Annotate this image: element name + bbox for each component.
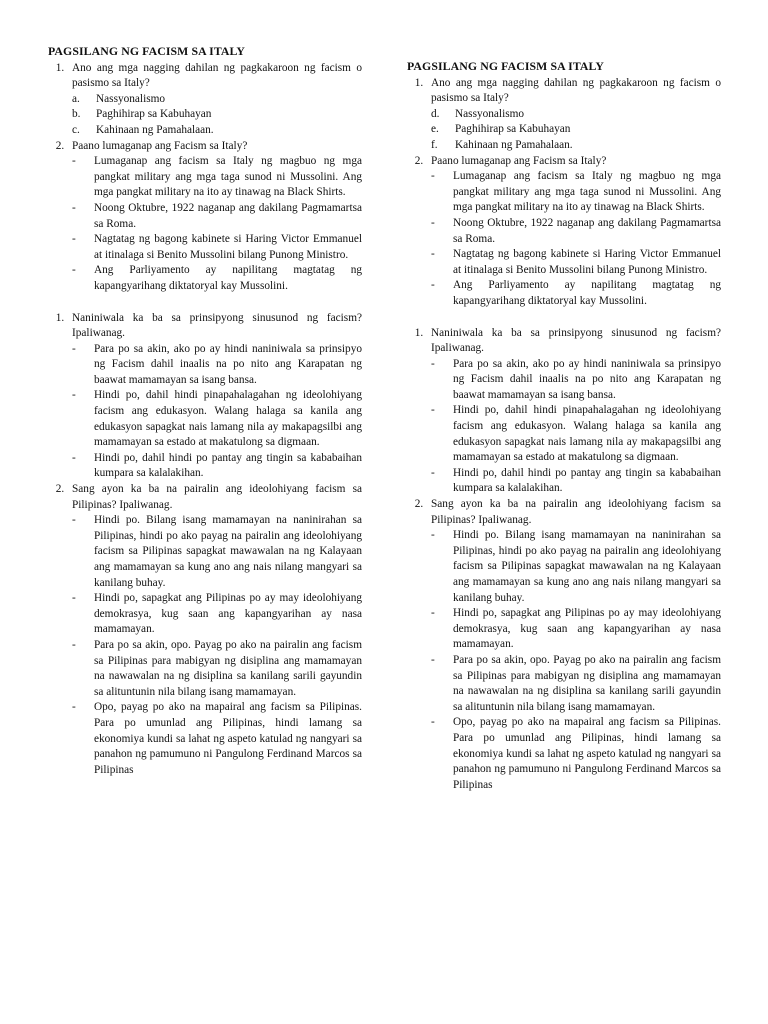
option-text: Paghihirap sa Kabuhayan — [455, 123, 571, 136]
bullet-dash: - — [72, 342, 76, 355]
bullet-text: Hindi po. Bilang isang mamamayan na naninirahan sa Pilipinas, hindi po ako payag na pairalin ang ideolohiyang facism sa Pilipinas sapagkat mawawalan na ng Kalayaan ang mamamayan sa kung ano ang nais nilang mangyari sa kanilang buhay. — [453, 529, 721, 604]
bullet-text: Hindi po, dahil hindi po pantay ang tingin sa kababaihan kumpara sa kalalakihan. — [453, 466, 721, 495]
option-letter: b. — [72, 108, 81, 121]
bullet-item — [407, 466, 721, 497]
option-text: Paghihirap sa Kabuhayan — [96, 108, 212, 121]
bullet-text: Para po sa akin, ako po ay hindi naniniwala sa prinsipyo ng Facism dahil inaalis na po nito ang Karapatan ng baawat mamamayan sa isang bansa. — [453, 357, 721, 401]
bullet-dash: - — [431, 716, 435, 729]
bullet-dash: - — [72, 233, 76, 246]
bullet-text: Hindi po, sapagkat ang Pilipinas po ay may ideolohiyang demokrasya, kug saan ang kapangyarihan ay nasa mamamayan. — [453, 607, 721, 651]
bullet-dash: - — [431, 607, 435, 620]
bullet-dash: - — [431, 170, 435, 183]
bullet-item — [48, 591, 362, 638]
option-letter: a. — [72, 92, 80, 105]
section-gap — [48, 295, 362, 311]
bullet-dash: - — [72, 701, 76, 714]
question-text: Paano lumaganap ang Facism sa Italy? — [72, 139, 248, 152]
bullet-text: Hindi po, dahil hindi pinapahalagahan ng ideolohiyang facism ang edukasyon. Walang halaga sa kanila ang edukasyon sapagkat nais lamang nila ay makapagsilbi ang mamamayan sa estado at makatulong sa digmaan. — [453, 404, 721, 464]
bullet-text: Hindi po, dahil hindi po pantay ang tingin sa kababaihan kumpara sa kalalakihan. — [94, 451, 362, 480]
question-number: 1. — [414, 326, 424, 339]
bullet-item — [407, 216, 721, 247]
answer-option — [407, 122, 721, 138]
option-letter: e. — [431, 123, 439, 136]
bullet-text: Lumaganap ang facism sa Italy ng magbuo ng mga pangkat military ang mga taga sunod ni Mussolini. Ang mga pangkat military na ito ay tinawag na Black Shirts. — [453, 170, 721, 214]
bullet-text: Para po sa akin, opo. Payag po ako na pairalin ang facism sa Pilipinas para mabigyan ng disiplina ang mamamayan na nawawalan na ng disiplina sa kanilang sarili gayundin sa alituntunin nila bilang isang mamamayan. — [453, 653, 721, 713]
bullet-text: Lumaganap ang facism sa Italy ng magbuo ng mga pangkat military ang mga taga sunod ni Mussolini. Ang mga pangkat military na ito ay tinawag na Black Shirts. — [94, 155, 362, 199]
bullet-item — [48, 201, 362, 232]
document-title: PAGSILANG NG FACISM SA ITALY — [407, 59, 605, 73]
bullet-text: Nagtatag ng bagong kabinete si Haring Victor Emmanuel at itinalaga si Benito Mussolini bilang Punong Ministro. — [94, 233, 362, 261]
section-gap — [407, 310, 721, 326]
question-text: Sang ayon ka ba na pairalin ang ideolohiyang facism sa Pilipinas? Ipaliwanag. — [431, 498, 721, 526]
bullet-text: Hindi po, dahil hindi pinapahalagahan ng ideolohiyang facism ang edukasyon. Walang halaga sa kanila ang edukasyon sapagkat nais lamang nila ay makapagsilbi ang mamamayan sa estado at makatulong sa digmaan. — [94, 389, 362, 449]
bullet-item — [48, 388, 362, 450]
bullet-item — [407, 403, 721, 465]
question-number: 2. — [414, 498, 424, 511]
question-number: 1. — [414, 76, 424, 89]
bullet-text: Opo, payag po ako na mapairal ang facism sa Pilipinas. Para po umunlad ang Pilipinas, hindi lamang sa ekonomiya kundi sa lahat ng aspeto katulad ng nangyari sa panahon ng pamumuno ni Pangulong Ferdinand Marcos sa Pilipinas — [94, 701, 362, 776]
bullet-item — [48, 451, 362, 482]
question-item — [407, 76, 721, 107]
bullet-item — [407, 357, 721, 404]
bullet-dash: - — [431, 216, 435, 229]
question-item — [407, 154, 721, 170]
bullet-item — [407, 247, 721, 278]
bullet-text: Para po sa akin, opo. Payag po ako na pairalin ang facism sa Pilipinas para mabigyan ng disiplina ang mamamayan na nawawalan na ng disiplina sa kanilang sarili gayundin sa alituntunin nila bilang isang mamamayan. — [94, 638, 362, 698]
bullet-text: Nagtatag ng bagong kabinete si Haring Victor Emmanuel at itinalaga si Benito Mussolini bilang Punong Ministro. — [453, 248, 721, 276]
bullet-item — [48, 232, 362, 263]
bullet-dash: - — [431, 466, 435, 479]
bullet-dash: - — [72, 389, 76, 402]
bullet-dash: - — [431, 529, 435, 542]
answer-option — [407, 107, 721, 123]
bullet-text: Ang Parliyamento ay napilitang magtatag ng kapangyarihang diktatoryal kay Mussolini. — [94, 264, 362, 292]
bullet-dash: - — [72, 264, 76, 277]
question-item — [48, 311, 362, 342]
bullet-item — [407, 278, 721, 309]
bullet-text: Opo, payag po ako na mapairal ang facism sa Pilipinas. Para po umunlad ang Pilipinas, hindi lamang sa ekonomiya kundi sa lahat ng aspeto katulad ng nangyari sa panahon ng pamumuno ni Pangulong Ferdinand Marcos sa Pilipinas — [453, 716, 721, 791]
document-title: PAGSILANG NG FACISM SA ITALY — [48, 44, 246, 58]
bullet-item — [407, 715, 721, 793]
question-text: Ano ang mga nagging dahilan ng pagkakaroon ng facism o pasismo sa Italy? — [72, 61, 362, 90]
bullet-dash: - — [431, 653, 435, 666]
answer-option — [48, 107, 362, 123]
question-text: Naniniwala ka ba sa prinsipyong sinusunod ng facism? Ipaliwanag. — [431, 326, 721, 355]
bullet-item — [48, 342, 362, 389]
option-text: Nassyonalismo — [455, 107, 525, 120]
bullet-item — [48, 154, 362, 201]
answer-option — [48, 92, 362, 108]
left-column — [48, 44, 362, 778]
question-number: 1. — [55, 311, 65, 324]
bullet-dash: - — [431, 248, 435, 261]
bullet-dash: - — [72, 155, 76, 168]
bullet-text: Hindi po. Bilang isang mamamayan na naninirahan sa Pilipinas, hindi po ako payag na pairalin ang ideolohiyang facism sa Pilipinas sapagkat mawawalan na ng Kalayaan ang mamamayan sa kung ano ang nais nilang mangyari sa kanilang buhay. — [94, 514, 362, 589]
bullet-dash: - — [431, 357, 435, 370]
bullet-dash: - — [72, 638, 76, 651]
bullet-dash: - — [431, 279, 435, 292]
bullet-item — [48, 263, 362, 294]
bullet-text: Para po sa akin, ako po ay hindi naniniwala sa prinsipyo ng Facism dahil inaalis na po nito ang Karapatan ng baawat mamamayan sa isang bansa. — [94, 342, 362, 386]
bullet-dash: - — [431, 404, 435, 417]
bullet-dash: - — [72, 514, 76, 527]
bullet-item — [48, 513, 362, 591]
bullet-text: Noong Oktubre, 1922 naganap ang dakilang Pagmamartsa sa Roma. — [94, 201, 362, 230]
option-text: Nassyonalismo — [96, 92, 166, 105]
answer-option — [407, 138, 721, 154]
option-letter: d. — [431, 107, 440, 120]
question-number: 1. — [55, 61, 65, 74]
option-letter: c. — [72, 123, 80, 136]
bullet-dash: - — [72, 201, 76, 214]
option-text: Kahinaan ng Pamahalaan. — [455, 138, 573, 151]
bullet-dash: - — [72, 451, 76, 464]
question-text: Naniniwala ka ba sa prinsipyong sinusunod ng facism? Ipaliwanag. — [72, 311, 362, 340]
question-text: Sang ayon ka ba na pairalin ang ideolohiyang facism sa Pilipinas? Ipaliwanag. — [72, 483, 362, 511]
bullet-item — [48, 638, 362, 700]
bullet-item — [407, 653, 721, 715]
option-text: Kahinaan ng Pamahalaan. — [96, 123, 214, 136]
bullet-item — [407, 606, 721, 653]
question-number: 2. — [55, 139, 65, 152]
answer-option — [48, 123, 362, 139]
bullet-item — [407, 169, 721, 216]
question-text: Paano lumaganap ang Facism sa Italy? — [431, 154, 607, 167]
question-number: 2. — [414, 154, 424, 167]
question-text: Ano ang mga nagging dahilan ng pagkakaroon ng facism o pasismo sa Italy? — [431, 76, 721, 105]
option-letter: f. — [431, 138, 438, 151]
question-number: 2. — [55, 483, 65, 496]
bullet-text: Noong Oktubre, 1922 naganap ang dakilang Pagmamartsa sa Roma. — [453, 216, 721, 245]
bullet-text: Hindi po, sapagkat ang Pilipinas po ay may ideolohiyang demokrasya, kug saan ang kapangyarihan ay nasa mamamayan. — [94, 592, 362, 636]
question-item — [407, 326, 721, 357]
right-column — [407, 59, 721, 793]
bullet-text: Ang Parliyamento ay napilitang magtatag ng kapangyarihang diktatoryal kay Mussolini. — [453, 279, 721, 307]
bullet-dash: - — [72, 592, 76, 605]
question-item — [48, 139, 362, 155]
bullet-item — [48, 700, 362, 778]
bullet-item — [407, 528, 721, 606]
question-item — [407, 497, 721, 528]
question-item — [48, 482, 362, 513]
question-item — [48, 61, 362, 92]
